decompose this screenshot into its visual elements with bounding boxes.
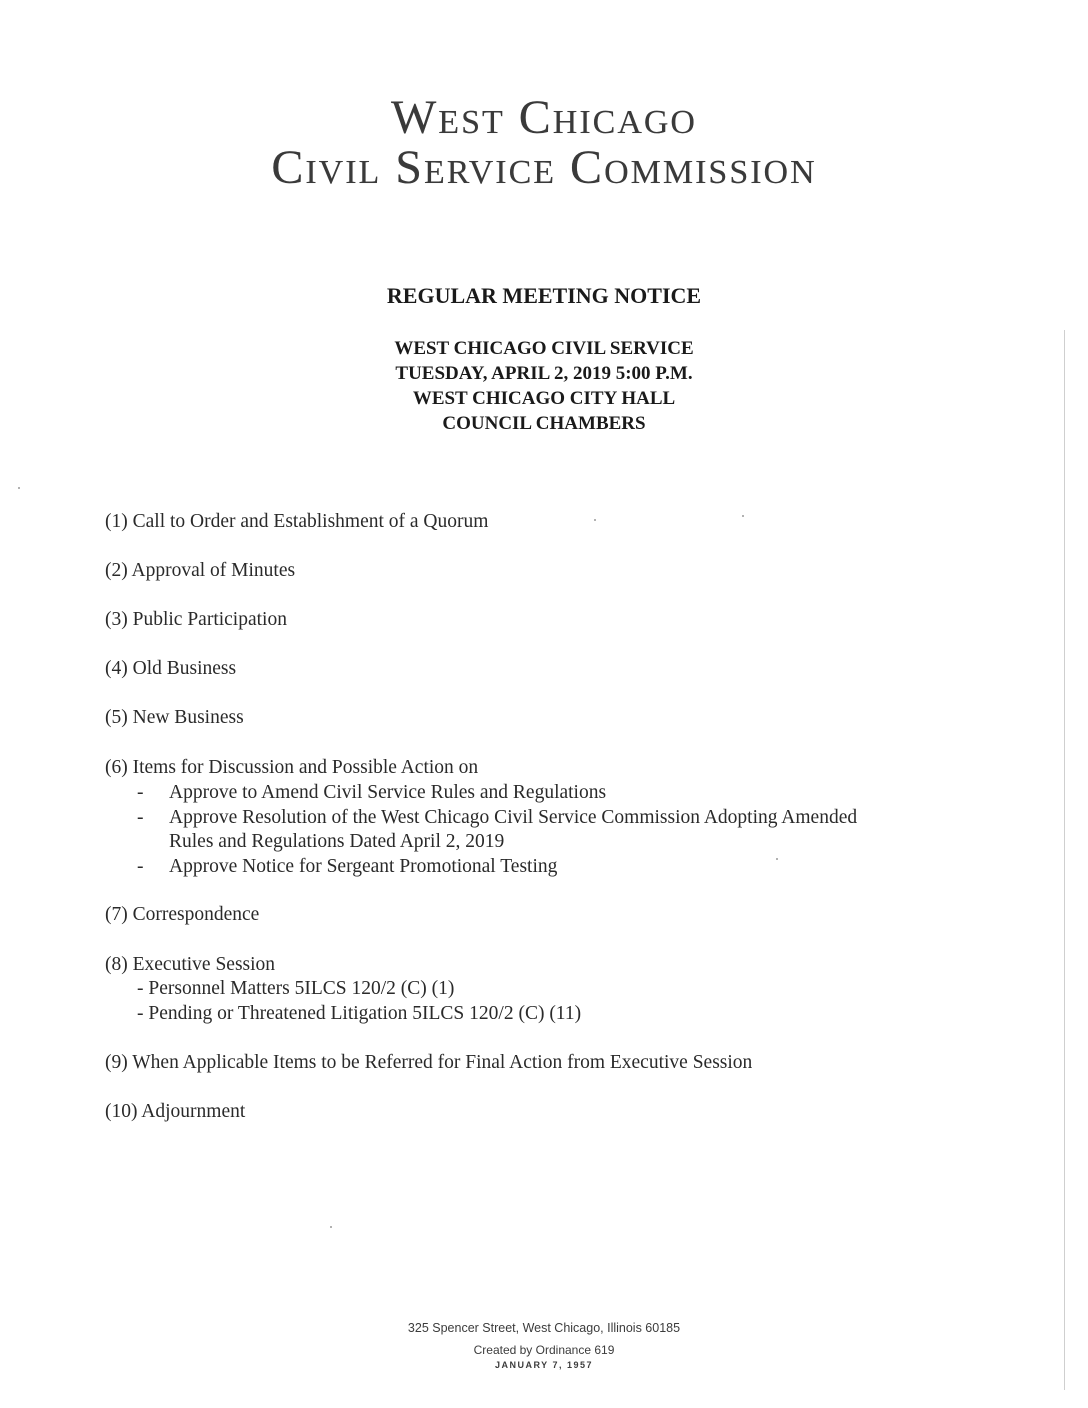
footer-address: 325 Spencer Street, West Chicago, Illinois 60185	[407, 1321, 681, 1335]
meeting-body: WEST CHICAGO CIVIL SERVICE	[394, 338, 694, 359]
scan-speck	[742, 515, 744, 517]
agenda-item-3: (3) Public Participation	[105, 609, 287, 630]
footer-date: JANUARY 7, 1957	[494, 1360, 594, 1370]
agenda-item-5: (5) New Business	[105, 707, 244, 728]
footer-created: Created by Ordinance 619	[473, 1343, 615, 1357]
scan-speck	[594, 519, 596, 521]
agenda-item-7: (7) Correspondence	[105, 904, 260, 925]
scan-speck	[776, 858, 778, 860]
agenda-item-8: (8) Executive Session	[105, 954, 276, 975]
meeting-info	[0, 336, 1088, 436]
meeting-location: WEST CHICAGO CITY HALL	[412, 388, 676, 409]
agenda-item-6-sub-2-line-1: Approve Resolution of the West Chicago Civil Service Commission Adopting Amended	[169, 807, 858, 828]
sub-item-dash: -	[137, 807, 144, 828]
agenda-item-2: (2) Approval of Minutes	[105, 560, 296, 581]
agenda-item-10: (10) Adjournment	[105, 1101, 246, 1122]
agenda-item-1: (1) Call to Order and Establishment of a Quorum	[105, 511, 489, 532]
meeting-datetime: TUESDAY, APRIL 2, 2019 5:00 P.M.	[395, 363, 693, 384]
sub-item-dash: -	[137, 782, 144, 803]
agenda-item-4: (4) Old Business	[105, 658, 237, 679]
agenda-item-8-sub-2: - Pending or Threatened Litigation 5ILCS 120/2 (C) (11)	[137, 1003, 582, 1024]
org-title-line1: West Chicago	[391, 91, 697, 144]
agenda-item-6-sub-2-line-2: Rules and Regulations Dated April 2, 2019	[169, 831, 505, 852]
notice-heading: REGULAR MEETING NOTICE	[386, 283, 702, 308]
scan-speck	[18, 487, 20, 489]
sub-item-dash: -	[137, 856, 144, 877]
agenda-item-6-sub-3: Approve Notice for Sergeant Promotional Testing	[169, 856, 558, 877]
agenda-item-8-sub-1: - Personnel Matters 5ILCS 120/2 (C) (1)	[137, 978, 455, 999]
agenda-item-9: (9) When Applicable Items to be Referred for Final Action from Executive Session	[105, 1052, 753, 1073]
org-title-line2: Civil Service Commission	[271, 141, 817, 194]
scan-edge-line	[1064, 330, 1065, 1390]
meeting-room: COUNCIL CHAMBERS	[442, 413, 646, 434]
agenda-item-6: (6) Items for Discussion and Possible Action on	[105, 757, 479, 778]
scan-speck	[330, 1226, 332, 1228]
agenda-item-6-sub-1: Approve to Amend Civil Service Rules and Regulations	[169, 782, 607, 803]
